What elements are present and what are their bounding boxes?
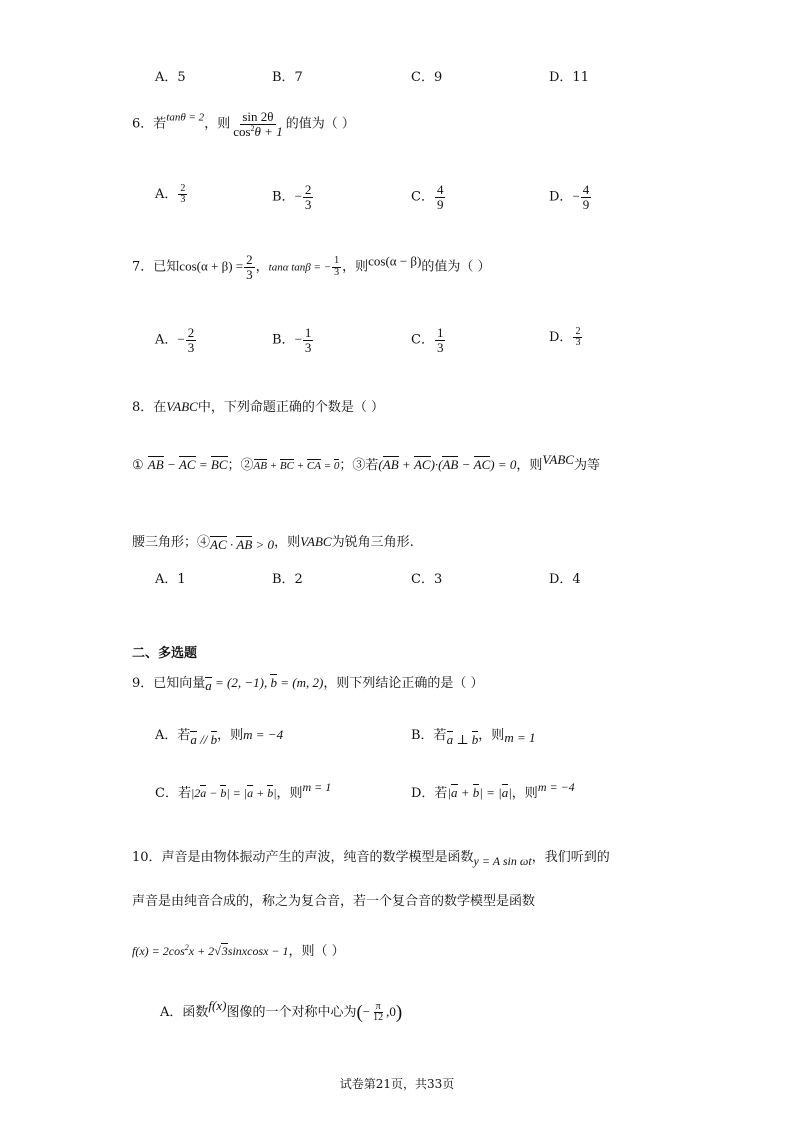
q6-condition: tanθ = 2 [166,111,205,124]
q9-option-d: D．若|a + b| = |a|，则m = −4 [411,780,575,801]
q6-option-c: C． $\frac{4}{9}$ [411,182,444,212]
q7-option-d: D． $\frac{2}{3}$ [549,325,581,348]
q8-statements-line2: 腰三角形；④AC · AB > 0，则VABC为锐角三角形. [132,534,414,552]
q6-option-b: B．− $\frac{2}{3}$ [272,182,312,212]
page-footer: 试卷第21页，共33页 [339,1077,455,1091]
q7-option-a: A．− $\frac{2}{3}$ [155,325,195,355]
q5-option-b: B．7 [272,70,303,85]
q8-option-a: A．1 [155,572,186,587]
q5-option-d: D．11 [549,70,589,85]
q9-option-b: B．若a ⊥ b，则m = 1 [411,728,536,747]
q8-option-c: C．3 [411,572,443,587]
question-10-line3: $f(x) = 2\cos^2x$ + 2√3sinxcosx − 1，则（ ） [132,943,345,959]
q9-option-a: A．若a // b，则m = −4 [155,727,284,747]
q8-option-b: B．2 [272,572,303,587]
q9-option-c: C．若|2a − b| = |a + b|，则m = 1 [155,780,332,801]
q6-option-a: A． $\frac{2}{3}$ [155,182,186,205]
section-heading-multiple-choice: 二、多选题 [132,646,198,661]
question-10-line2: 声音是由纯音合成的，称之为复合音，若一个复合音的数学模型是函数 [132,894,536,909]
q10-option-a: A．函数f(x)图像的一个对称中心为(− $\frac{\pi}{12}$ ,0) [160,998,403,1023]
question-7: 7．已知cos(α + β) = $\frac{2}{3}$ ，tanα tanβ = − $\frac{1}{3}$ ，则cos(α − β)的值为（ ） [132,252,491,282]
q7-option-c: C． $\frac{1}{3}$ [411,325,444,355]
q5-option-c: C．9 [411,70,443,85]
q8-option-d: D．4 [549,572,581,587]
q6-fraction: $\frac{\sin 2\theta}{\cos^2\theta + 1}$ [233,109,283,139]
question-6: 6．若$^{tan\theta = 2}$，则 $\frac{\sin 2\theta}{\cos^2\theta + 1}$ 的值为（ ） [132,109,355,139]
question-8: 8．在VABC中，下列命题正确的个数是（ ） [132,399,384,415]
q5-option-a: A．5 [155,70,186,85]
q6-option-d: D．− $\frac{4}{9}$ [549,182,590,212]
question-9: 9．已知向量a = (2, −1), b = (m, 2)，则下列结论正确的是（ ） [132,675,484,693]
q8-statements-line1: ① AB − AC = BC；②AB + BC + CA = 0；③若(AB + AC)·(AB − AC) = 0，则VABC为等 [132,452,600,473]
q7-option-b: B．− $\frac{1}{3}$ [272,325,312,355]
question-10-line1: 10．声音是由物体振动产生的声波，纯音的数学模型是函数y = A sin ωt，我们听到的 [132,850,610,868]
